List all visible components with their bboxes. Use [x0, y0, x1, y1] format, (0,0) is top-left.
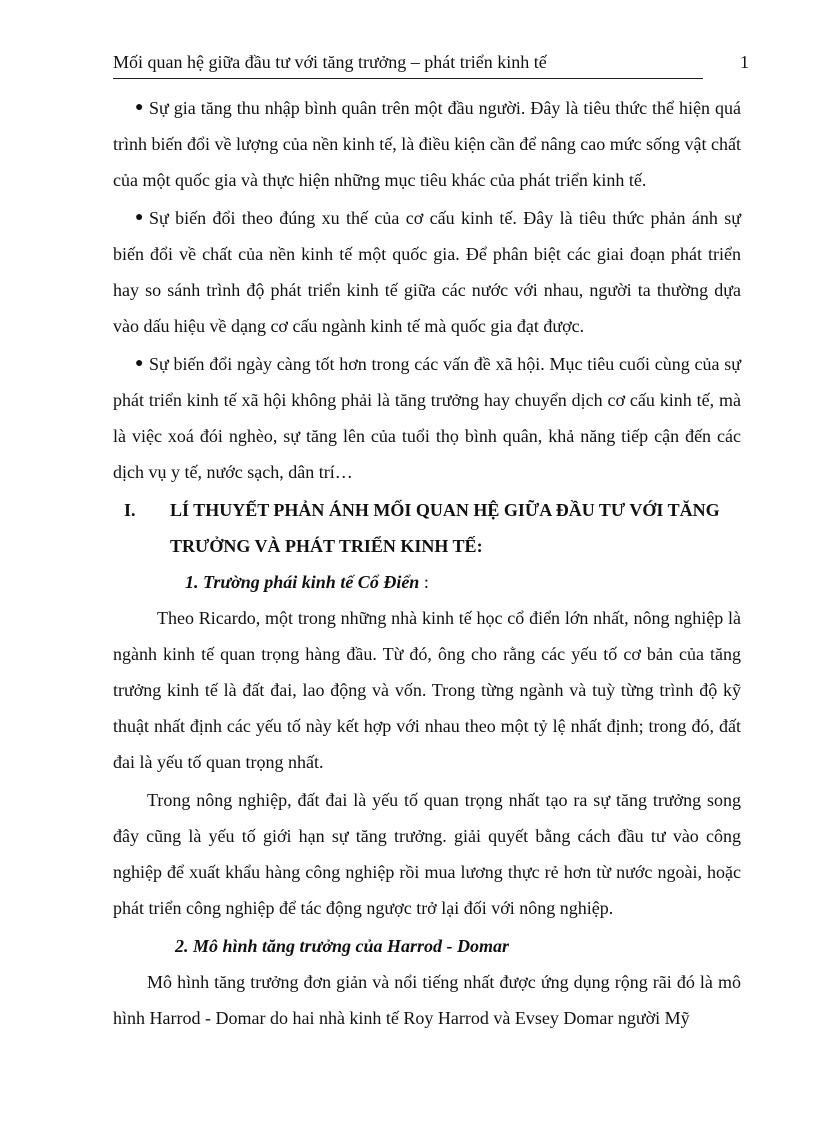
page-header: [113, 48, 703, 79]
bullet-item: [113, 200, 741, 344]
bullet-text: Sự biến đổi ngày càng tốt hơn trong các vấn đề xã hội. Mục tiêu cuối cùng của sự phát triển kinh tế xã hội không phải là tăng trưởng hay chuyển dịch cơ cấu kinh tế, mà là việc xoá đói nghèo, sự tăng lên của tuổi thọ bình quân, khả năng tiếp cận đến các dịch vụ y tế, nước sạch, dân trí…: [113, 354, 741, 482]
subsection-heading: [113, 564, 741, 600]
document-body: [113, 90, 741, 1038]
bullet-icon: ●: [135, 356, 144, 371]
paragraph: Theo Ricardo, một trong những nhà kinh tế học cổ điển lớn nhất, nông nghiệp là ngành kinh tế quan trọng hàng đầu. Từ đó, ông cho rằng các yếu tố cơ bản của tăng trưởng kinh tế là đất đai, lao động và vốn. Trong từng ngành và tuỳ từng trình độ kỹ thuật nhất định các yếu tố này kết hợp với nhau theo một tỷ lệ nhất định; trong đó, đất đai là yếu tố quan trọng nhất.: [113, 608, 741, 772]
page-number: 1: [740, 52, 749, 72]
section-title: LÍ THUYẾT PHẢN ÁNH MỐI QUAN HỆ GIỮA ĐẦU TƯ VỚI TĂNG TRƯỞNG VÀ PHÁT TRIỂN KINH TẾ:: [170, 500, 720, 556]
section-number: I.: [124, 500, 136, 520]
subsection-title: 2. Mô hình tăng trưởng của Harrod - Domar: [175, 936, 510, 956]
bullet-icon: ●: [135, 100, 144, 115]
subsection-suffix: :: [419, 572, 429, 592]
header-title: Mối quan hệ giữa đầu tư với tăng trưởng – phát triển kinh tế: [113, 52, 547, 72]
paragraph: Trong nông nghiệp, đất đai là yếu tố quan trọng nhất tạo ra sự tăng trưởng song đây cũng là yếu tố giới hạn sự tăng trưởng. giải quyết bằng cách đầu tư vào công nghiệp để xuất khẩu hàng công nghiệp rồi mua lương thực rẻ hơn từ nước ngoài, hoặc phát triển công nghiệp để tác động ngược trở lại đối với nông nghiệp.: [113, 790, 741, 918]
section-heading: [113, 492, 741, 564]
subsection-title: 1. Trường phái kinh tế Cổ Điển: [185, 572, 420, 592]
bullet-item: [113, 90, 741, 198]
subsection-heading: [113, 928, 741, 964]
paragraph: Mô hình tăng trưởng đơn giản và nổi tiếng nhất được ứng dụng rộng rãi đó là mô hình Harrod - Domar do hai nhà kinh tế Roy Harrod và Evsey Domar người Mỹ: [113, 972, 741, 1028]
bullet-icon: ●: [135, 210, 144, 225]
bullet-text: Sự biến đổi theo đúng xu thế của cơ cấu kinh tế. Đây là tiêu thức phản ánh sự biến đổi về chất của nền kinh tế một quốc gia. Để phân biệt các giai đoạn phát triển hay so sánh trình độ phát triển kinh tế giữa các nước với nhau, người ta thường dựa vào dấu hiệu về dạng cơ cấu ngành kinh tế mà quốc gia đạt được.: [113, 208, 741, 336]
bullet-item: [113, 346, 741, 490]
bullet-text: Sự gia tăng thu nhập bình quân trên một đầu người. Đây là tiêu thức thể hiện quá trình biến đổi về lượng của nền kinh tế, là điều kiện cần để nâng cao mức sống vật chất của một quốc gia và thực hiện những mục tiêu khác của phát triển kinh tế.: [113, 98, 741, 190]
